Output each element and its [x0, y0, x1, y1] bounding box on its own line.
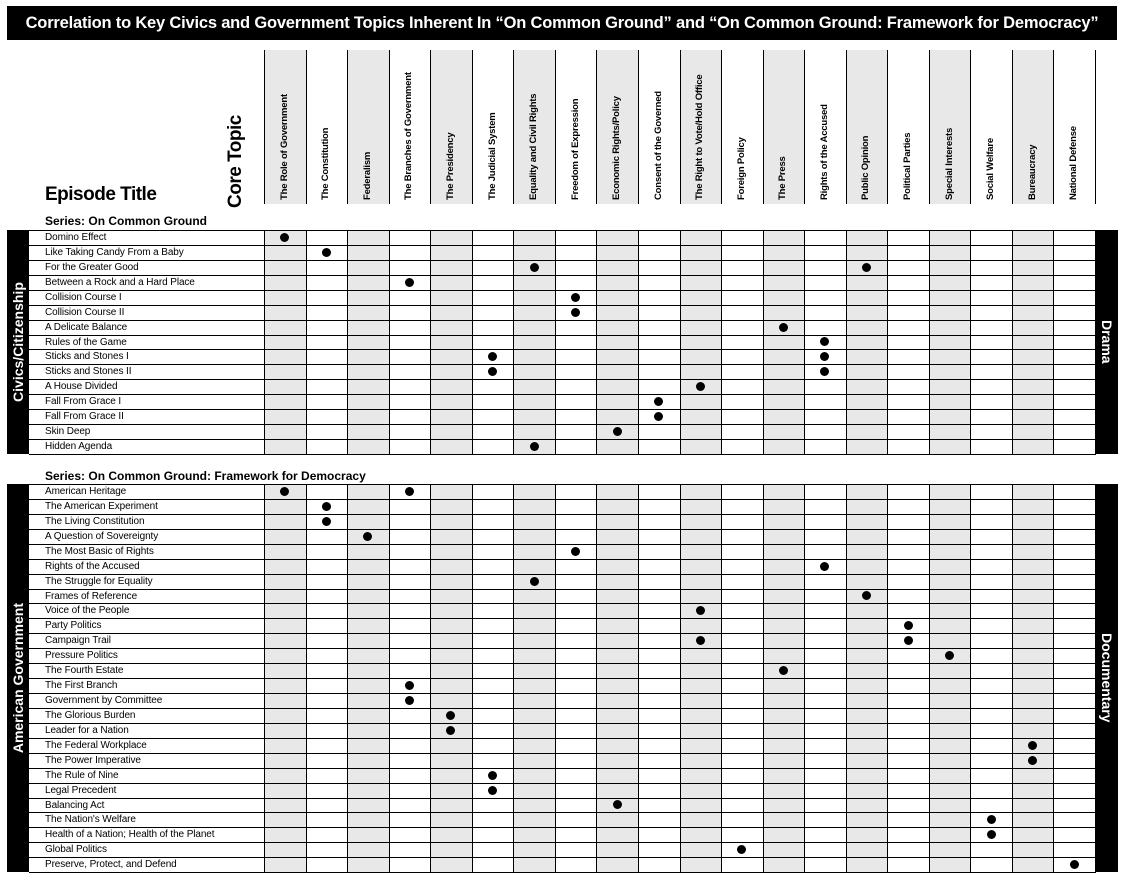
row-divider	[29, 753, 1096, 754]
row-divider	[29, 499, 1096, 500]
column-divider	[306, 484, 307, 872]
column-divider	[638, 230, 639, 454]
row-divider	[29, 320, 1096, 321]
correlation-dot	[904, 636, 913, 645]
topic-header: The Right to Vote/Hold Office	[694, 74, 706, 200]
header-column-divider	[389, 50, 390, 204]
topic-header: The Constitution	[320, 127, 332, 200]
topic-header: Rights of the Accused	[818, 104, 830, 200]
column-divider	[970, 230, 971, 454]
section-band-right-label: Drama	[1099, 320, 1115, 364]
header-column-divider	[1053, 50, 1054, 204]
correlation-dot	[696, 382, 705, 391]
correlation-dot	[779, 666, 788, 675]
episode-title: American Heritage	[45, 486, 127, 497]
row-divider	[29, 454, 1096, 455]
column-divider	[513, 484, 514, 872]
header-column-divider	[929, 50, 930, 204]
header-column-divider	[264, 50, 265, 204]
correlation-dot	[779, 323, 788, 332]
correlation-dot	[904, 621, 913, 630]
column-divider	[513, 230, 514, 454]
topic-header: The Judicial System	[486, 112, 498, 200]
row-divider	[29, 633, 1096, 634]
topic-header: The Presidency	[444, 132, 456, 200]
topic-header: The Role of Government	[278, 94, 290, 200]
series-label: Series: On Common Ground: Framework for Democracy	[45, 469, 366, 483]
header-column-divider	[513, 50, 514, 204]
correlation-dot	[322, 502, 331, 511]
topic-header: Federalism	[361, 151, 373, 200]
topic-header: Economic Rights/Policy	[611, 96, 623, 200]
column-shade	[555, 230, 597, 454]
episode-title-header: Episode Title	[45, 184, 157, 205]
episode-title: Frames of Reference	[45, 590, 138, 602]
row-divider	[29, 783, 1096, 784]
episode-title: Leader for a Nation	[45, 724, 129, 736]
row-divider	[29, 738, 1096, 739]
episode-title: Like Taking Candy From a Baby	[45, 246, 184, 258]
column-divider	[887, 230, 888, 454]
header-column-divider	[804, 50, 805, 204]
column-divider	[430, 484, 431, 872]
topic-header: Equality and Civil Rights	[528, 93, 540, 200]
column-shade	[306, 230, 348, 454]
row-divider	[29, 723, 1096, 724]
column-shade	[264, 230, 306, 454]
column-divider	[846, 230, 847, 454]
correlation-dot	[405, 681, 414, 690]
column-divider	[347, 230, 348, 454]
row-divider	[29, 305, 1096, 306]
row-divider	[29, 349, 1096, 350]
episode-title: The Struggle for Equality	[45, 575, 153, 587]
column-shade	[596, 230, 638, 454]
row-divider	[29, 872, 1096, 873]
column-divider	[846, 484, 847, 872]
header-column-divider	[638, 50, 639, 204]
episode-title: The Rule of Nine	[45, 769, 119, 781]
episode-title: Fall From Grace II	[45, 411, 124, 423]
topic-header: Freedom of Expression	[569, 98, 581, 200]
row-divider	[29, 544, 1096, 545]
column-divider	[1012, 484, 1013, 872]
correlation-dot	[405, 696, 414, 705]
row-divider	[29, 439, 1096, 440]
column-divider	[1053, 230, 1054, 454]
topic-header: The Press	[777, 156, 789, 200]
column-shade	[721, 230, 763, 454]
correlation-dot	[530, 442, 539, 451]
correlation-dot	[571, 547, 580, 556]
column-shade	[680, 230, 722, 454]
correlation-dot	[1070, 860, 1079, 869]
episode-title: Voice of the People	[45, 605, 130, 617]
row-divider	[29, 335, 1096, 336]
row-divider	[29, 663, 1096, 664]
column-divider	[929, 484, 930, 872]
header-column-divider	[306, 50, 307, 204]
header-column-divider	[970, 50, 971, 204]
column-divider	[596, 230, 597, 454]
episode-title: Skin Deep	[45, 426, 91, 438]
topic-header: Special Interests	[943, 127, 955, 200]
header-column-divider	[887, 50, 888, 204]
column-divider	[887, 484, 888, 872]
episode-title: The Power Imperative	[45, 754, 141, 766]
correlation-dot	[530, 577, 539, 586]
episode-title: Rights of the Accused	[45, 560, 140, 572]
column-divider	[929, 230, 930, 454]
topic-header: Political Parties	[902, 132, 914, 200]
column-shade	[347, 230, 389, 454]
episode-title: The Living Constitution	[45, 515, 145, 527]
correlation-dot	[405, 487, 414, 496]
column-shade	[430, 230, 472, 454]
episode-title: A Question of Sovereignty	[45, 530, 159, 542]
page-title: Correlation to Key Civics and Government Topics Inherent In “On Common Ground” and “On Common Ground: Framework for Democracy”	[7, 6, 1117, 40]
episode-title: Domino Effect	[45, 232, 107, 243]
topic-header: The Branches of Government	[403, 72, 415, 200]
section-band-left-label: Civics/Citizenship	[10, 282, 26, 402]
row-divider	[29, 260, 1096, 261]
column-divider	[804, 230, 805, 454]
column-divider	[1095, 484, 1096, 872]
row-divider	[29, 245, 1096, 246]
column-divider	[763, 230, 764, 454]
row-divider	[29, 708, 1096, 709]
column-divider	[638, 484, 639, 872]
header-column-divider	[721, 50, 722, 204]
correlation-dot	[322, 517, 331, 526]
row-divider	[29, 424, 1096, 425]
row-divider	[29, 290, 1096, 291]
topic-header: Foreign Policy	[735, 137, 747, 200]
column-shade	[472, 230, 514, 454]
episode-title: A House Divided	[45, 381, 118, 393]
episode-title: Fall From Grace I	[45, 396, 122, 408]
episode-title: For the Greater Good	[45, 261, 139, 273]
correlation-dot	[571, 293, 580, 302]
column-divider	[721, 484, 722, 872]
episode-title: Pressure Politics	[45, 650, 118, 662]
column-shade	[763, 230, 805, 454]
column-divider	[970, 484, 971, 872]
column-shade	[1053, 230, 1095, 454]
column-divider	[680, 230, 681, 454]
episode-title: Sticks and Stones II	[45, 366, 132, 378]
episode-title: Government by Committee	[45, 695, 163, 707]
header-column-divider	[596, 50, 597, 204]
row-divider	[29, 798, 1096, 799]
episode-title: The First Branch	[45, 680, 118, 692]
column-divider	[389, 484, 390, 872]
row-divider	[29, 230, 1096, 231]
column-divider	[763, 484, 764, 872]
column-divider	[264, 230, 265, 454]
topic-header: National Defense	[1068, 126, 1080, 200]
episode-title: A Delicate Balance	[45, 321, 128, 333]
row-divider	[29, 394, 1096, 395]
column-divider	[804, 484, 805, 872]
column-shade	[929, 230, 971, 454]
episode-title: Legal Precedent	[45, 784, 117, 796]
section-band-right-label: Documentary	[1099, 633, 1115, 723]
correlation-dot	[488, 771, 497, 780]
episode-title: Preserve, Protect, and Defend	[45, 859, 177, 871]
column-shade	[887, 230, 929, 454]
topic-header: Consent of the Governed	[652, 91, 664, 200]
row-divider	[29, 484, 1096, 485]
core-topic-header: Core Topic	[225, 115, 246, 208]
correlation-dot	[613, 427, 622, 436]
header-column-divider	[680, 50, 681, 204]
column-divider	[472, 484, 473, 872]
column-divider	[555, 230, 556, 454]
row-divider	[29, 812, 1096, 813]
header-column-divider	[347, 50, 348, 204]
column-divider	[721, 230, 722, 454]
column-divider	[306, 230, 307, 454]
row-divider	[29, 559, 1096, 560]
row-divider	[29, 618, 1096, 619]
row-divider	[29, 409, 1096, 410]
row-divider	[29, 768, 1096, 769]
column-divider	[555, 484, 556, 872]
column-divider	[472, 230, 473, 454]
correlation-dot	[322, 248, 331, 257]
column-shade	[970, 230, 1012, 454]
row-divider	[29, 514, 1096, 515]
correlation-dot	[696, 636, 705, 645]
section-band-left-label: American Government	[10, 603, 26, 754]
column-divider	[347, 484, 348, 872]
episode-title: Party Politics	[45, 620, 102, 632]
row-divider	[29, 364, 1096, 365]
topic-header: Public Opinion	[860, 135, 872, 200]
column-shade	[1012, 230, 1054, 454]
episode-title: Global Politics	[45, 844, 107, 856]
correlation-dot	[1028, 741, 1037, 750]
column-divider	[430, 230, 431, 454]
column-divider	[264, 484, 265, 872]
header-column-divider	[472, 50, 473, 204]
row-divider	[29, 574, 1096, 575]
correlation-dot	[530, 263, 539, 272]
episode-title: Hidden Agenda	[45, 441, 113, 453]
header-column-divider	[1095, 50, 1096, 204]
header-column-divider	[846, 50, 847, 204]
column-divider	[596, 484, 597, 872]
episode-title: The Most Basic of Rights	[45, 545, 154, 557]
episode-title: Between a Rock and a Hard Place	[45, 276, 195, 288]
series-label: Series: On Common Ground	[45, 214, 208, 228]
episode-title: Health of a Nation; Health of the Planet	[45, 829, 215, 841]
topic-header: Bureaucracy	[1026, 144, 1038, 200]
episode-title: The Nation's Welfare	[45, 814, 136, 826]
row-divider	[29, 857, 1096, 858]
correlation-dot	[571, 308, 580, 317]
column-divider	[680, 484, 681, 872]
header-column-divider	[555, 50, 556, 204]
row-divider	[29, 379, 1096, 380]
episode-title: The American Experiment	[45, 500, 158, 512]
correlation-dot	[1028, 756, 1037, 765]
column-divider	[1053, 484, 1054, 872]
row-divider	[29, 648, 1096, 649]
column-divider	[1012, 230, 1013, 454]
row-divider	[29, 842, 1096, 843]
episode-title: Sticks and Stones I	[45, 351, 129, 363]
episode-title: The Fourth Estate	[45, 665, 124, 677]
episode-title: The Glorious Burden	[45, 709, 136, 721]
row-divider	[29, 678, 1096, 679]
correlation-dot	[488, 786, 497, 795]
episode-title: Collision Course II	[45, 306, 125, 318]
column-divider	[1095, 230, 1096, 454]
column-divider	[389, 230, 390, 454]
correlation-dot	[987, 830, 996, 839]
header-column-divider	[430, 50, 431, 204]
episode-title: Balancing Act	[45, 799, 105, 811]
topic-header: Social Welfare	[985, 138, 997, 200]
header-column-divider	[1012, 50, 1013, 204]
correlation-dot	[862, 263, 871, 272]
episode-title: Collision Course I	[45, 291, 122, 303]
correlation-dot	[405, 278, 414, 287]
episode-title: Rules of the Game	[45, 336, 127, 348]
row-divider	[29, 589, 1096, 590]
row-divider	[29, 529, 1096, 530]
header-column-divider	[763, 50, 764, 204]
episode-title: The Federal Workplace	[45, 739, 147, 751]
row-divider	[29, 603, 1096, 604]
episode-title: Campaign Trail	[45, 635, 111, 647]
column-shade	[389, 230, 431, 454]
row-divider	[29, 693, 1096, 694]
